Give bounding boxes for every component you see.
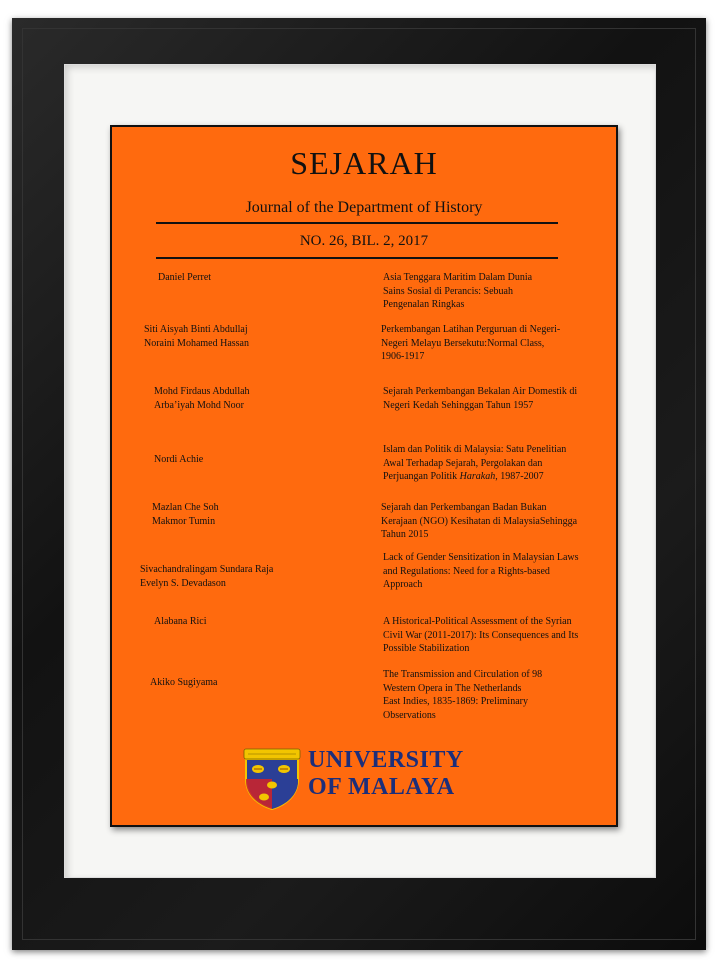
title-line: Tahun 2015 — [381, 529, 429, 540]
title-line: Lack of Gender Sensitization in Malaysian Laws — [383, 552, 579, 563]
title-line: Islam dan Politik di Malaysia: Satu Penelitian — [383, 444, 567, 455]
entry-authors — [140, 563, 340, 590]
author-name: Arba’iyah Mohd Noor — [154, 399, 244, 411]
title-line: Pengenalan Ringkas — [383, 299, 465, 310]
title-line: A Historical-Political Assessment of the Syrian — [383, 616, 572, 627]
issue-number: NO. 26, BIL. 2, 2017 — [299, 233, 429, 249]
title-line: Awal Terhadap Sejarah, Pergolakan dan — [383, 457, 543, 469]
entry-title — [381, 501, 609, 542]
entry-authors — [158, 271, 358, 285]
journal-cover — [110, 125, 618, 827]
entry-title — [383, 385, 611, 412]
university-name-line1: UNIVERSITY — [308, 747, 464, 773]
title-line: and Regulations: Need for a Rights-based — [383, 565, 550, 577]
title-line: Possible Stabilization — [383, 643, 470, 654]
author-name: Akiko Sugiyama — [150, 677, 218, 688]
university-name — [308, 747, 464, 801]
title-line: The Transmission and Circulation of 98 — [383, 669, 543, 680]
title-line-italic — [383, 470, 611, 484]
entry-title — [383, 443, 611, 484]
title-line: Observations — [383, 709, 436, 721]
title-line: Asia Tenggara Maritim Dalam Dunia — [383, 272, 533, 283]
entry-title — [383, 668, 611, 722]
title-italic-text: Harakah — [459, 471, 496, 482]
entry-title — [383, 615, 611, 656]
author-name: Siti Aisyah Binti Abdullaj — [144, 324, 248, 335]
entry-authors — [154, 615, 354, 629]
entry-title — [383, 271, 611, 312]
title-line: Approach — [383, 579, 423, 590]
entry-authors — [154, 385, 354, 412]
author-name: Sivachandralingam Sundara Raja — [140, 564, 274, 575]
bottom-rule — [156, 257, 558, 259]
author-name: Mazlan Che Soh — [152, 502, 219, 513]
title-text: , 1987-2007 — [495, 471, 544, 482]
author-name: Makmor Tumin — [152, 515, 216, 527]
title-line: Sains Sosial di Perancis: Sebuah — [383, 285, 513, 297]
title-line: Perkembangan Latihan Perguruan di Negeri- — [381, 324, 561, 335]
entry-title — [383, 551, 611, 592]
title-text: Perjuangan Politik — [383, 471, 460, 482]
journal-title: SEJARAH — [290, 145, 438, 181]
top-rule — [156, 222, 558, 224]
title-line: Negeri Melayu Bersekutu:Normal Class, — [381, 337, 545, 349]
entry-title — [381, 323, 609, 364]
entry-authors — [154, 453, 354, 467]
title-line: Kerajaan (NGO) Kesihatan di MalaysiaSehingga — [381, 515, 578, 527]
title-line: Sejarah dan Perkembangan Badan Bukan — [381, 502, 547, 513]
title-line: Sejarah Perkembangan Bekalan Air Domestik di — [383, 386, 578, 397]
university-crest-icon — [242, 745, 302, 811]
author-name: Daniel Perret — [158, 272, 212, 283]
entry-authors — [152, 501, 352, 528]
author-name: Alabana Rici — [154, 616, 207, 627]
university-name-line2: OF MALAYA — [308, 774, 455, 800]
title-line: Negeri Kedah Sehinggan Tahun 1957 — [383, 399, 534, 411]
title-line: 1906-1917 — [381, 351, 425, 362]
university-logo — [242, 745, 482, 811]
entry-authors — [150, 676, 350, 690]
author-name: Evelyn S. Devadason — [140, 577, 226, 589]
entry-authors — [144, 323, 344, 350]
title-line: Western Opera in The Netherlands — [383, 682, 522, 694]
author-name: Nordi Achie — [154, 454, 204, 465]
title-line: Civil War (2011-2017): Its Consequences and Its — [383, 629, 579, 641]
journal-subtitle: Journal of the Department of History — [245, 199, 483, 216]
author-name: Noraini Mohamed Hassan — [144, 337, 249, 349]
title-line: East Indies, 1835-1869: Preliminary — [383, 696, 528, 707]
author-name: Mohd Firdaus Abdullah — [154, 386, 250, 397]
